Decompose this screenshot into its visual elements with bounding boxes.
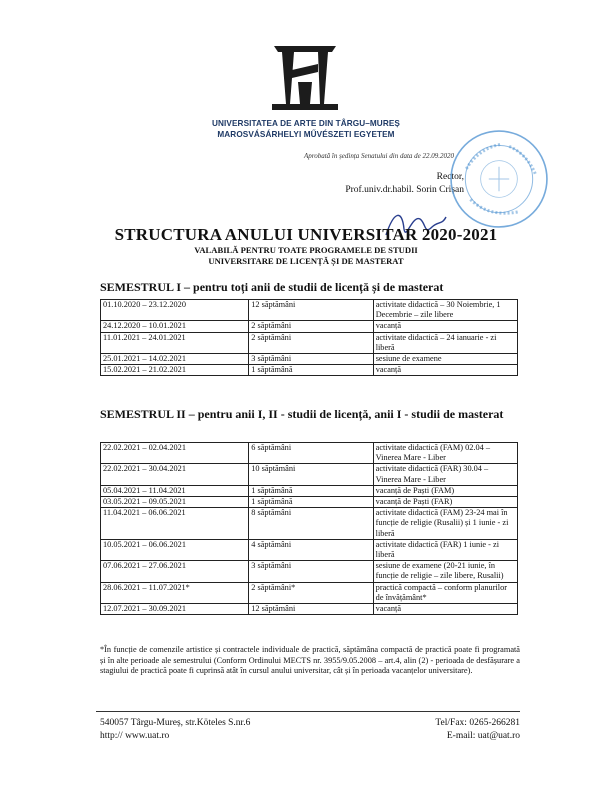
duration-cell: 1 săptămână bbox=[249, 497, 373, 508]
document-subtitle-2: UNIVERSITARE DE LICENȚĂ ȘI DE MASTERAT bbox=[208, 256, 404, 266]
duration-cell: 2 săptămâni bbox=[249, 332, 373, 353]
table-row bbox=[101, 365, 518, 376]
rector-name: Prof.univ.dr.habil. Sorin Crișan bbox=[345, 185, 464, 195]
duration-cell: 2 săptămâni bbox=[249, 321, 373, 332]
period-cell: 22.02.2021 – 30.04.2021 bbox=[101, 464, 249, 485]
activity-cell: vacanță de Paști (FAM) bbox=[373, 485, 517, 496]
table-row bbox=[101, 464, 518, 485]
duration-cell: 3 săptămâni bbox=[249, 354, 373, 365]
table-row bbox=[101, 485, 518, 496]
activity-cell: sesiune de examene bbox=[373, 354, 517, 365]
table-row bbox=[101, 561, 518, 582]
duration-cell: 1 săptămână bbox=[249, 485, 373, 496]
duration-cell: 12 săptămâni bbox=[249, 604, 373, 615]
footer-divider bbox=[96, 711, 520, 712]
period-cell: 12.07.2021 – 30.09.2021 bbox=[101, 604, 249, 615]
table-row bbox=[101, 332, 518, 353]
activity-cell: activitate didactică – 30 Noiembrie, 1 Decembrie – zile libere bbox=[373, 300, 517, 321]
duration-cell: 8 săptămâni bbox=[249, 508, 373, 540]
duration-cell: 3 săptămâni bbox=[249, 561, 373, 582]
period-cell: 01.10.2020 – 23.12.2020 bbox=[101, 300, 249, 321]
rector-title: Rector, bbox=[436, 172, 464, 182]
activity-cell: vacanță bbox=[373, 604, 517, 615]
table-row bbox=[101, 582, 518, 603]
semester-1-table bbox=[100, 299, 518, 376]
semester-1-heading: SEMESTRUL I – pentru toți anii de studii de licență și de masterat bbox=[100, 280, 444, 294]
university-logo bbox=[268, 42, 342, 114]
activity-cell: vacanță de Paști (FAR) bbox=[373, 497, 517, 508]
period-cell: 24.12.2020 – 10.01.2021 bbox=[101, 321, 249, 332]
duration-cell: 10 săptămâni bbox=[249, 464, 373, 485]
document-subtitle-1: VALABILĂ PENTRU TOATE PROGRAMELE DE STUDII bbox=[194, 245, 418, 255]
activity-cell: activitate didactică (FAR) 1 iunie - zi liberă bbox=[373, 539, 517, 560]
table-row bbox=[101, 443, 518, 464]
activity-cell: vacanță bbox=[373, 365, 517, 376]
period-cell: 15.02.2021 – 21.02.2021 bbox=[101, 365, 249, 376]
footnote: *În funcție de comenzile artistice și contractele individuale de practică, săptămâna compactă de practică poate fi programată și în alte perioade ale semestrului (Conform Ordinului MECTS nr. 3955/9.05.2008 – art.4, alin (2) - perioada de desfășurare a stagiului de practică poate fi cuprinsă atât în cursul anului universitar, cât și în perioada vacanțelor universitare). bbox=[100, 645, 520, 676]
duration-cell: 1 săptămână bbox=[249, 365, 373, 376]
table-row bbox=[101, 604, 518, 615]
activity-cell: practică compactă – conform planurilor de învățământ* bbox=[373, 582, 517, 603]
footer-website[interactable]: http:// www.uat.ro bbox=[100, 731, 170, 741]
footer-address: 540057 Târgu-Mureș, str.Köteles S.nr.6 bbox=[100, 718, 251, 728]
activity-cell: sesiune de examene (20-21 iunie, în funcție de religie – zile libere, Rusalii) bbox=[373, 561, 517, 582]
footer-email[interactable]: E-mail: uat@uat.ro bbox=[446, 731, 520, 741]
semester-2-heading: SEMESTRUL II – pentru anii I, II - studii de licență, anii I - studii de masterat bbox=[100, 407, 504, 421]
activity-cell: vacanță bbox=[373, 321, 517, 332]
footer-phone: Tel/Fax: 0265-266281 bbox=[435, 718, 520, 728]
period-cell: 22.02.2021 – 02.04.2021 bbox=[101, 443, 249, 464]
approval-note: Aprobată în ședința Senatului din data de 22.09.2020 bbox=[303, 152, 454, 160]
university-stamp bbox=[448, 128, 550, 230]
duration-cell: 6 săptămâni bbox=[249, 443, 373, 464]
table-row bbox=[101, 321, 518, 332]
table-row bbox=[101, 497, 518, 508]
period-cell: 25.01.2021 – 14.02.2021 bbox=[101, 354, 249, 365]
period-cell: 11.04.2021 – 06.06.2021 bbox=[101, 508, 249, 540]
period-cell: 28.06.2021 – 11.07.2021* bbox=[101, 582, 249, 603]
duration-cell: 4 săptămâni bbox=[249, 539, 373, 560]
document-title: STRUCTURA ANULUI UNIVERSITAR 2020-2021 bbox=[114, 225, 498, 244]
activity-cell: activitate didactică (FAM) 23-24 mai în funcție de religie (Rusalii) și 1 iunie - zi liberă bbox=[373, 508, 517, 540]
table-row bbox=[101, 354, 518, 365]
table-row bbox=[101, 300, 518, 321]
table-row bbox=[101, 539, 518, 560]
period-cell: 03.05.2021 – 09.05.2021 bbox=[101, 497, 249, 508]
period-cell: 11.01.2021 – 24.01.2021 bbox=[101, 332, 249, 353]
period-cell: 10.05.2021 – 06.06.2021 bbox=[101, 539, 249, 560]
activity-cell: activitate didactică – 24 ianuarie - zi liberă bbox=[373, 332, 517, 353]
activity-cell: activitate didactică (FAM) 02.04 – Vinerea Mare - Liber bbox=[373, 443, 517, 464]
duration-cell: 2 săptămâni* bbox=[249, 582, 373, 603]
activity-cell: activitate didactică (FAR) 30.04 – Vinerea Mare - Liber bbox=[373, 464, 517, 485]
table-row bbox=[101, 508, 518, 540]
semester-2-table bbox=[100, 442, 518, 615]
university-name-ro: UNIVERSITATEA DE ARTE DIN TÂRGU–MUREȘ bbox=[212, 119, 400, 128]
university-name-hu: MAROSVÁSÁRHELYI MŰVÉSZETI EGYETEM bbox=[217, 130, 395, 139]
duration-cell: 12 săptămâni bbox=[249, 300, 373, 321]
period-cell: 05.04.2021 – 11.04.2021 bbox=[101, 485, 249, 496]
period-cell: 07.06.2021 – 27.06.2021 bbox=[101, 561, 249, 582]
